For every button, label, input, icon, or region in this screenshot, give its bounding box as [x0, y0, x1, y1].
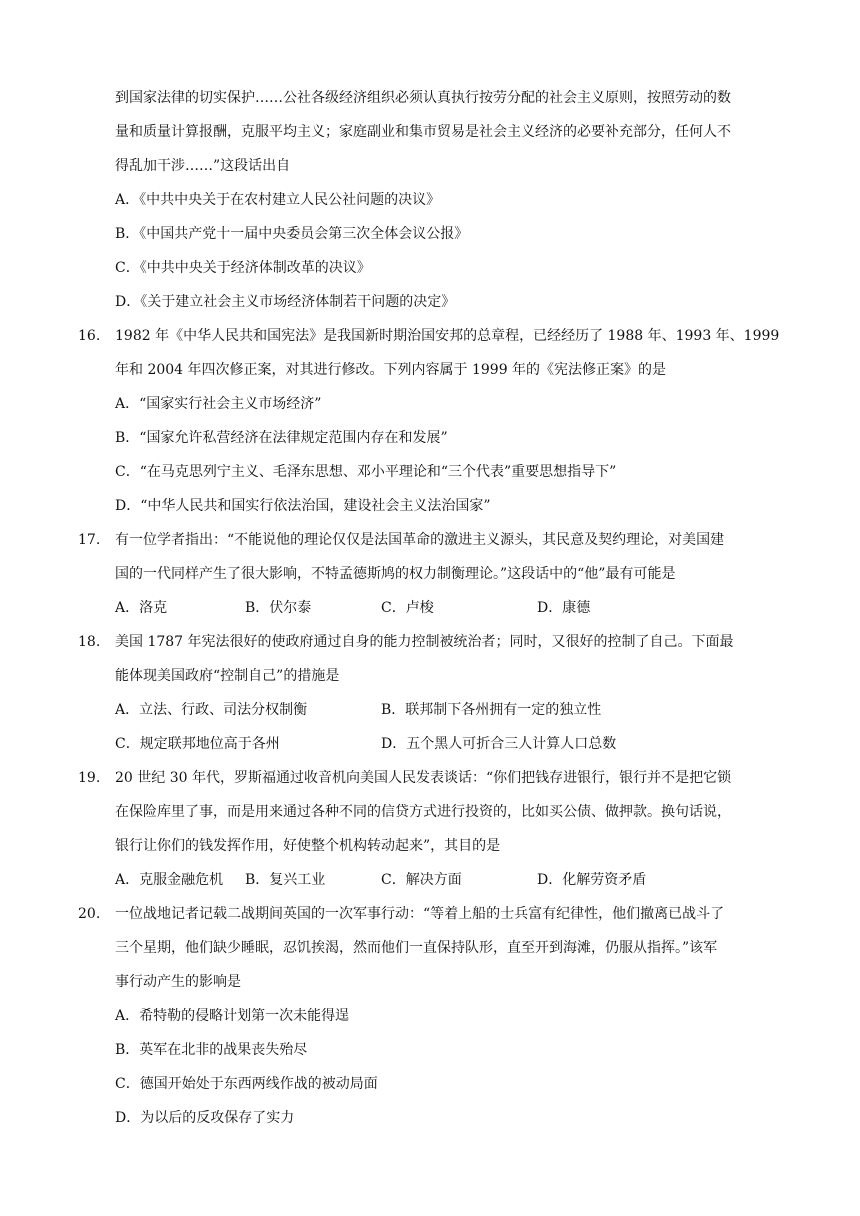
q17-line-2: 国的一代同样产生了很大影响，不特孟德斯鸠的权力制衡理论。”这段话中的“他”最有可能是 — [115, 566, 676, 582]
q19-line-2: 在保险库里了事，而是用来通过各种不同的信贷方式进行投资的，比如买公债、做押款。换句话说， — [115, 804, 731, 820]
q15-line-2: 量和质量计算报酬，克服平均主义；家庭副业和集市贸易是社会主义经济的必要补充部分，任何人不 — [115, 124, 731, 140]
q19-line-3: 银行让你们的钱发挥作用，好使整个机构转动起来”，其目的是 — [115, 838, 501, 854]
q17-number: 17. — [78, 532, 101, 548]
q15-option-b: B．《中国共产党十一届中央委员会第三次全体会议公报》 — [115, 226, 469, 242]
q16-option-c: C．“在马克思列宁主义、毛泽东思想、邓小平理论和“三个代表”重要思想指导下” — [115, 464, 617, 480]
q18-line-2: 能体现美国政府“控制自己”的措施是 — [115, 668, 340, 684]
q18-line-1: 美国 1787 年宪法很好的使政府通过自身的能力控制被统治者；同时，又很好的控制了自己。下面最 — [115, 634, 734, 650]
q15-option-a: A．《中共中央关于在农村建立人民公社问题的决议》 — [115, 192, 441, 208]
q16-number: 16. — [78, 328, 101, 344]
q16-option-a: A．“国家实行社会主义市场经济” — [115, 396, 322, 412]
q17-option-c: C．卢梭 — [381, 600, 434, 616]
q18-option-c: C．规定联邦地位高于各州 — [115, 736, 280, 752]
q20-number: 20. — [78, 906, 101, 922]
q16-option-b: B．“国家允许私营经济在法律规定范围内存在和发展” — [115, 430, 448, 446]
q15-line-3: 得乱加干涉……”这段话出自 — [115, 158, 291, 174]
q20-option-d: D．为以后的反攻保存了实力 — [115, 1110, 295, 1126]
q19-option-a: A．克服金融危机 — [115, 872, 224, 888]
q18-option-a: A．立法、行政、司法分权制衡 — [115, 702, 308, 718]
q20-line-3: 事行动产生的影响是 — [115, 974, 241, 990]
q17-option-b: B．伏尔泰 — [245, 600, 312, 616]
q15-option-d: D．《关于建立社会主义市场经济体制若干问题的决定》 — [115, 294, 456, 310]
q18-option-b: B．联邦制下各州拥有一定的独立性 — [381, 702, 602, 718]
q19-option-c: C．解决方面 — [381, 872, 462, 888]
q19-number: 19. — [78, 770, 101, 786]
q15-option-c: C．《中共中央关于经济体制改革的决议》 — [115, 260, 371, 276]
q20-option-b: B．英军在北非的战果丧失殆尽 — [115, 1042, 308, 1058]
q19-line-1: 20 世纪 30 年代，罗斯福通过收音机向美国人民发表谈话：“你们把钱存进银行，银行并不是把它锁 — [115, 770, 732, 786]
q16-line-2: 年和 2004 年四次修正案，对其进行修改。下列内容属于 1999 年的《宪法修正案》的是 — [115, 362, 667, 378]
q17-option-a: A．洛克 — [115, 600, 168, 616]
q19-option-b: B．复兴工业 — [245, 872, 326, 888]
q19-option-d: D．化解劳资矛盾 — [537, 872, 647, 888]
q18-option-d: D．五个黑人可折合三人计算人口总数 — [381, 736, 617, 752]
q20-line-1: 一位战地记者记载二战期间英国的一次军事行动：“等着上船的士兵富有纪律性，他们撤离已战斗了 — [115, 906, 725, 922]
q17-line-1: 有一位学者指出：“不能说他的理论仅仅是法国革命的激进主义源头，其民意及契约理论，对美国建 — [115, 532, 725, 548]
q20-line-2: 三个星期，他们缺少睡眠，忍饥挨渴，然而他们一直保持队形，直至开到海滩，仍服从指挥。”该军 — [115, 940, 718, 956]
q20-option-c: C．德国开始处于东西两线作战的被动局面 — [115, 1076, 378, 1092]
q18-number: 18. — [78, 634, 101, 650]
q15-line-1: 到国家法律的切实保护……公社各级经济组织必须认真执行按劳分配的社会主义原则，按照劳动的数 — [115, 90, 731, 106]
q17-option-d: D．康德 — [537, 600, 591, 616]
q20-option-a: A．希特勒的侵略计划第一次未能得逞 — [115, 1008, 350, 1024]
q16-line-1: 1982 年《中华人民共和国宪法》是我国新时期治国安邦的总章程，已经经历了 1988 年、1993 年、1999 — [115, 328, 780, 344]
q16-option-d: D．“中华人民共和国实行依法治国，建设社会主义法治国家” — [115, 498, 491, 514]
